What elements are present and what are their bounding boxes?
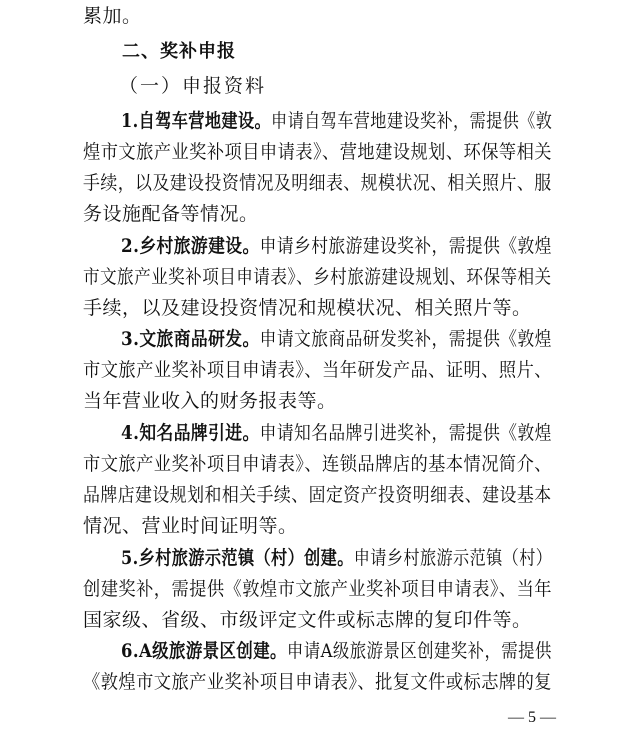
paragraph-line: 品牌店建设规划和相关手续、固定资产投资明细表、建设基本 xyxy=(83,484,552,506)
item-2-line xyxy=(121,234,552,258)
item-6-title: 6.A级旅游景区创建。 xyxy=(121,640,287,662)
item-6-text: 申请A级旅游景区创建奖补，需提供 xyxy=(286,640,552,662)
item-5-title: 5.乡村旅游示范镇（村）创建。 xyxy=(121,547,354,569)
item-3-title: 3.文旅商品研发。 xyxy=(121,328,260,350)
paragraph-line: 市文旅产业奖补项目申请表》、当年研发产品、证明、照片、 xyxy=(83,359,553,381)
paragraph-line: 《敦煌市文旅产业奖补项目申请表》、批复文件或标志牌的复 xyxy=(83,671,553,693)
item-5-text: 申请乡村旅游示范镇（村） xyxy=(353,547,553,569)
section-heading: 二、奖补申报 xyxy=(122,41,236,62)
paragraph-line: 务设施配备等情况。 xyxy=(83,203,259,225)
item-1-text: 申请自驾车营地建设奖补，需提供《敦 xyxy=(271,110,553,132)
item-1-title: 1.自驾车营地建设。 xyxy=(121,110,272,132)
paragraph-line: 市文旅产业奖补项目申请表》、连锁品牌店的基本情况简介、 xyxy=(83,453,553,475)
paragraph-line: 市文旅产业奖补项目申请表》、乡村旅游建设规划、环保等相关 xyxy=(83,266,552,288)
paragraph-line: 当年营业收入的财务报表等。 xyxy=(83,390,337,412)
paragraph-line: 情况、营业时间证明等。 xyxy=(83,515,298,537)
paragraph-line: 手续，以及建设投资情况和规模状况、相关照片等。 xyxy=(83,297,532,319)
item-4-text: 申请知名品牌引进奖补，需提供《敦煌 xyxy=(259,422,552,444)
item-4-title: 4.知名品牌引进。 xyxy=(121,422,260,444)
item-5-line xyxy=(121,546,552,570)
paragraph-line: 累加。 xyxy=(83,5,142,27)
page-number: — 5 — xyxy=(508,709,556,726)
item-6-line xyxy=(121,639,552,663)
paragraph-line: 创建奖补，需提供《敦煌市文旅产业奖补项目申请表》、当年 xyxy=(83,578,553,600)
item-2-title: 2.乡村旅游建设。 xyxy=(121,235,260,257)
item-3-line xyxy=(121,327,552,351)
item-4-line xyxy=(121,421,552,445)
paragraph-line: 手续，以及建设投资情况及明细表、规模状况、相关照片、服 xyxy=(83,172,552,194)
item-2-text: 申请乡村旅游建设奖补，需提供《敦煌 xyxy=(259,235,552,257)
paragraph-line: 国家级、省级、市级评定文件或标志牌的复印件等。 xyxy=(83,609,532,631)
paragraph-line: 煌市文旅产业奖补项目申请表》、营地建设规划、环保等相关 xyxy=(83,141,553,163)
item-1-line xyxy=(121,109,552,133)
item-3-text: 申请文旅商品研发奖补，需提供《敦煌 xyxy=(259,328,552,350)
subsection-heading: （一）申报资料 xyxy=(119,75,267,97)
